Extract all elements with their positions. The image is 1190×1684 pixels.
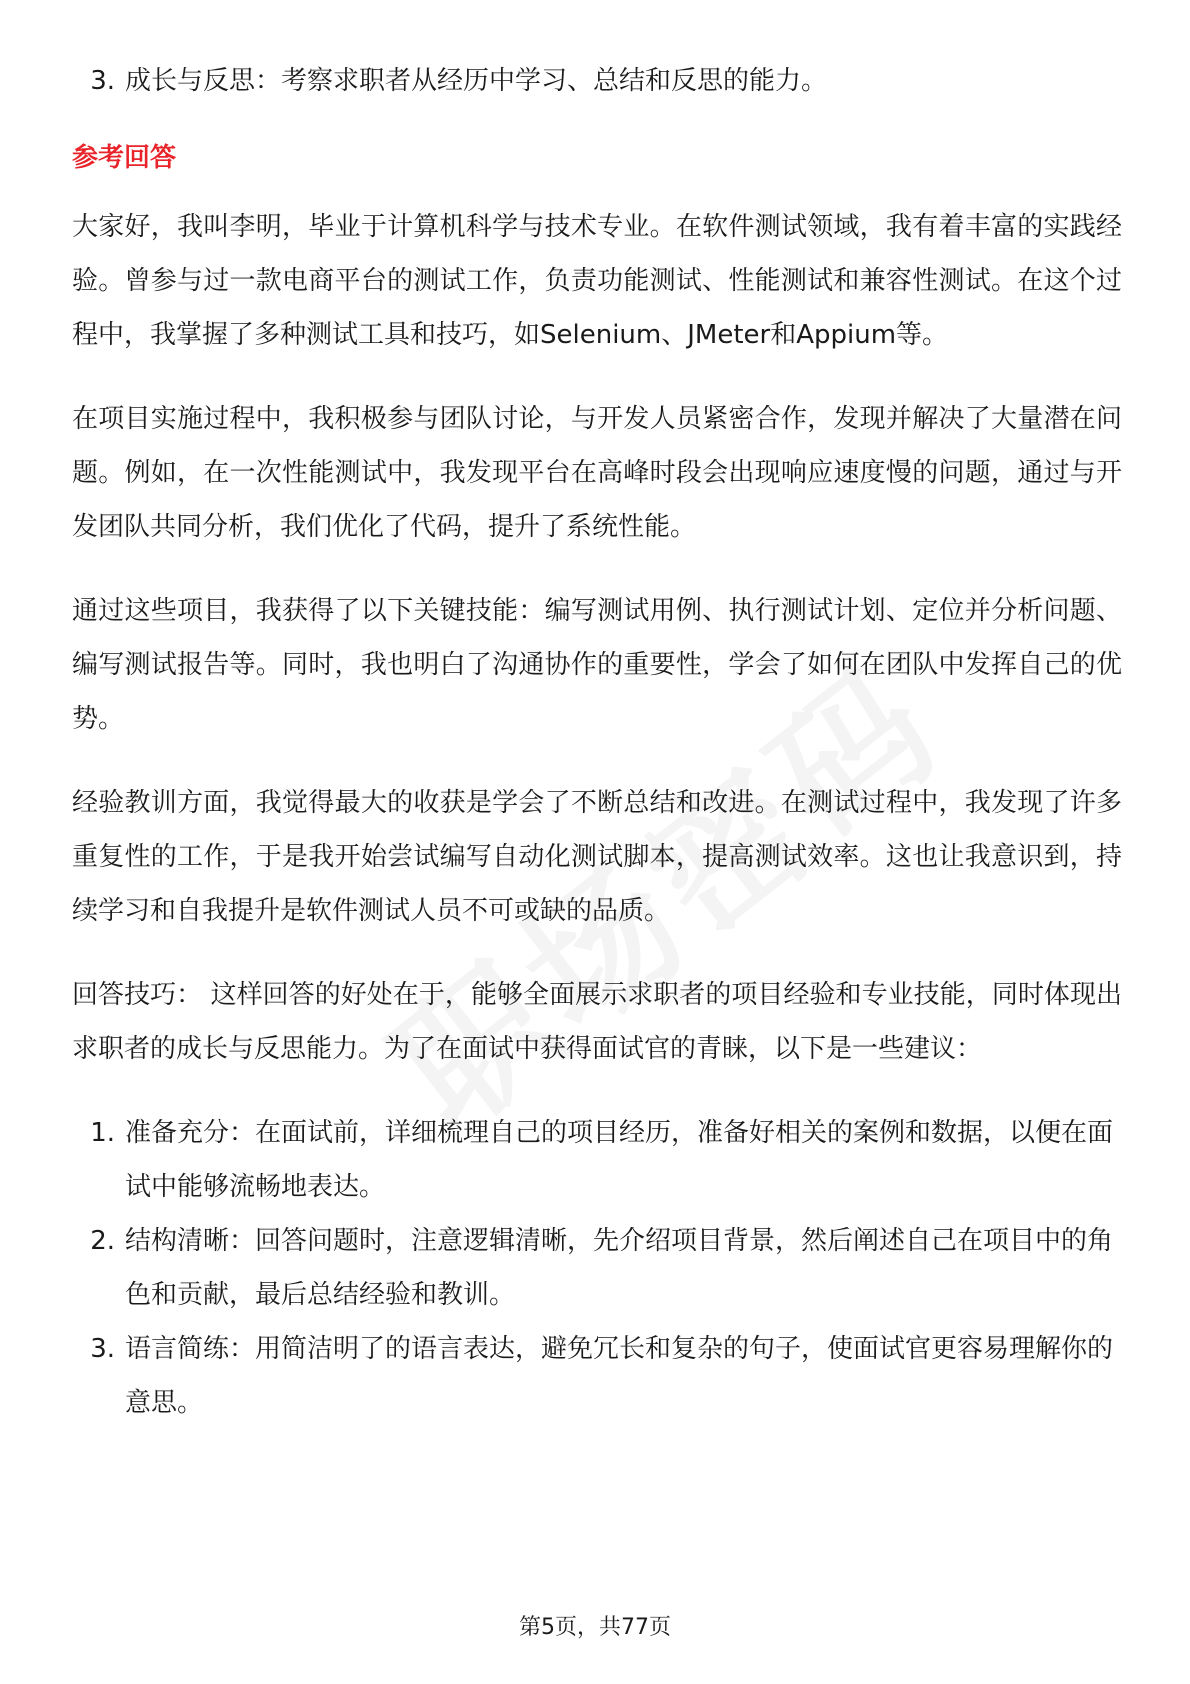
list-item bbox=[72, 52, 1122, 110]
page-footer: 第5页，共77页 bbox=[519, 1615, 671, 1640]
list-text: 结构清晰：回答问题时，注意逻辑清晰，先介绍项目背景，然后阐述自己在项目中的角色和贡献，最后总结经验和教训。 bbox=[125, 1226, 1114, 1310]
paragraph: 经验教训方面，我觉得最大的收获是学会了不断总结和改进。在测试过程中，我发现了许多重复性的工作，于是我开始尝试编写自动化测试脚本，提高测试效率。这也让我意识到，持续学习和自我提升是软件测试人员不可或缺的品质。 bbox=[72, 788, 1122, 926]
paragraph: 通过这些项目，我获得了以下关键技能：编写测试用例、执行测试计划、定位并分析问题、编写测试报告等。同时，我也明白了沟通协作的重要性，学会了如何在团队中发挥自己的优势。 bbox=[72, 596, 1122, 734]
list-item bbox=[72, 1214, 1122, 1322]
list-number: 2. bbox=[90, 1226, 115, 1256]
paragraph: 在项目实施过程中，我积极参与团队讨论，与开发人员紧密合作，发现并解决了大量潜在问题。例如，在一次性能测试中，我发现平台在高峰时段会出现响应速度慢的问题，通过与开发团队共同分析，我们优化了代码，提升了系统性能。 bbox=[72, 404, 1122, 542]
section-heading: 参考回答 bbox=[72, 143, 177, 173]
top-list bbox=[72, 52, 1122, 110]
list-text: 成长与反思：考察求职者从经历中学习、总结和反思的能力。 bbox=[125, 66, 828, 96]
list-number: 1. bbox=[90, 1118, 115, 1148]
list-number: 3. bbox=[90, 66, 115, 96]
paragraph: 回答技巧： 这样回答的好处在于，能够全面展示求职者的项目经验和专业技能，同时体现出求职者的成长与反思能力。为了在面试中获得面试官的青睐，以下是一些建议： bbox=[72, 980, 1122, 1064]
paragraph: 大家好，我叫李明，毕业于计算机科学与技术专业。在软件测试领域，我有着丰富的实践经验。曾参与过一款电商平台的测试工作，负责功能测试、性能测试和兼容性测试。在这个过程中，我掌握了多种测试工具和技巧，如Selenium、JMeter和Appium等。 bbox=[72, 212, 1122, 350]
list-text: 语言简练：用简洁明了的语言表达，避免冗长和复杂的句子，使面试官更容易理解你的意思。 bbox=[125, 1334, 1114, 1418]
tips-list bbox=[72, 1106, 1122, 1430]
list-item bbox=[72, 1106, 1122, 1214]
list-item bbox=[72, 1322, 1122, 1430]
document-page bbox=[72, 52, 1122, 1430]
list-number: 3. bbox=[90, 1334, 115, 1364]
list-text: 准备充分：在面试前，详细梳理自己的项目经历，准备好相关的案例和数据，以便在面试中能够流畅地表达。 bbox=[125, 1118, 1114, 1202]
